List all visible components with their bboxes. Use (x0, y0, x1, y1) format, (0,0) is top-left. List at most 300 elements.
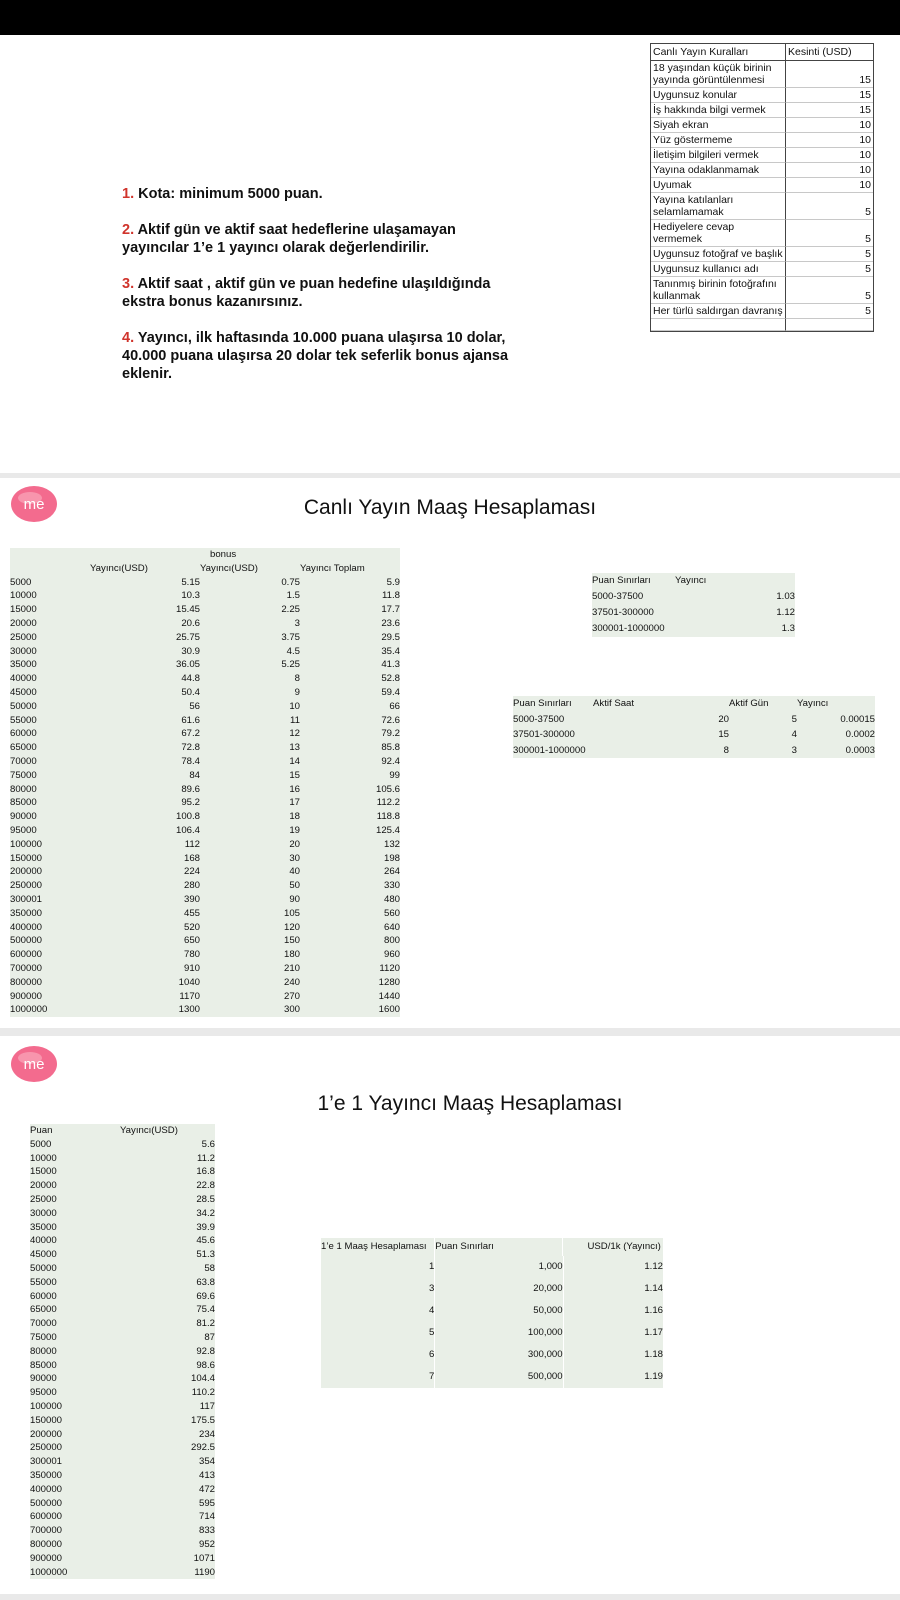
table-cell: 89.6 (181, 783, 200, 795)
table-header-row (651, 44, 873, 61)
table-cell: 120 (283, 921, 300, 933)
table-row (513, 743, 875, 759)
table-cell: 0.75 (281, 576, 300, 588)
section-title: Canlı Yayın Maaş Hesaplaması (303, 496, 597, 519)
table-cell: 85000 (10, 797, 37, 809)
table-row (10, 907, 400, 921)
deduction-cell: 5 (786, 277, 873, 304)
table-cell: 1190 (194, 1566, 215, 1578)
table-cell: 300 (283, 1004, 300, 1016)
table-cell: 15000 (10, 604, 37, 616)
table-cell: 3.75 (281, 631, 300, 643)
table-row (30, 1262, 215, 1276)
table-cell: 55000 (30, 1276, 57, 1288)
table-cell: 61.6 (181, 714, 200, 726)
deduction-cell: 5 (786, 193, 873, 220)
table-row (10, 976, 400, 990)
table-cell: 72.8 (181, 742, 200, 754)
table-cell: 175.5 (190, 1414, 215, 1426)
header-cell (10, 548, 90, 562)
table-cell: 910 (183, 962, 200, 974)
table-row (30, 1566, 215, 1580)
table-row (651, 247, 873, 262)
table-cell: 66 (389, 700, 400, 712)
table-cell: 30.9 (181, 645, 200, 657)
table-cell: 1.19 (644, 1371, 663, 1382)
table-cell: 0.00015 (840, 713, 875, 725)
table-cell: 833 (198, 1525, 215, 1537)
rule-item (122, 221, 522, 257)
table-row (10, 921, 400, 935)
table-cell: 95000 (10, 824, 37, 836)
rules-panel (0, 35, 900, 473)
table-cell: 15 (718, 729, 729, 740)
table-cell: 58 (204, 1262, 215, 1274)
table-cell: 60000 (10, 728, 37, 740)
table-cell: 4 (791, 729, 797, 740)
table-cell: 12 (289, 728, 300, 740)
table-cell: 300001-1000000 (513, 744, 586, 756)
table-cell: 65000 (10, 742, 37, 754)
section-title: 1’e 1 Yayıncı Maaş Hesaplaması (317, 1092, 623, 1115)
table-cell: 51.3 (196, 1249, 215, 1261)
table-row (30, 1138, 215, 1152)
table-cell: 390 (183, 893, 200, 905)
table-cell: 1170 (179, 990, 200, 1002)
table-cell: 11 (290, 714, 300, 726)
rules-list (122, 185, 522, 401)
table-cell: 50000 (10, 700, 37, 712)
table-cell: 110.2 (191, 1387, 215, 1399)
table-cell: 117 (199, 1400, 215, 1412)
active-bonus-table (513, 696, 875, 758)
deductions-table (650, 43, 874, 332)
table-cell: 45000 (30, 1249, 57, 1261)
table-cell: 1.17 (644, 1327, 663, 1338)
table-row (30, 1248, 215, 1262)
table-header-row (10, 562, 400, 576)
table-row (651, 103, 873, 118)
table-cell: 118.8 (376, 811, 400, 823)
table-cell: 330 (383, 880, 400, 892)
table-cell: 3 (321, 1278, 435, 1300)
table-row (651, 220, 873, 247)
table-row (30, 1386, 215, 1400)
table-row (10, 865, 400, 879)
table-cell: 55000 (10, 714, 37, 726)
table-cell: 5.9 (386, 576, 400, 588)
table-cell: 35000 (30, 1221, 57, 1233)
table-row (651, 319, 873, 331)
table-row (30, 1497, 215, 1511)
table-row (651, 193, 873, 220)
table-cell: 112.2 (376, 797, 400, 809)
rule-number: 2. (122, 222, 135, 238)
table-cell: 14 (289, 755, 300, 767)
deduction-cell (786, 319, 873, 331)
table-cell: 472 (198, 1483, 215, 1495)
table-row (10, 589, 400, 603)
table-row (10, 990, 400, 1004)
table-cell: 1 (321, 1256, 435, 1278)
table-cell: 67.2 (181, 728, 200, 740)
table-row (30, 1165, 215, 1179)
svg-text:me: me (23, 1056, 45, 1073)
rule-cell: İş hakkında bilgi vermek (651, 103, 786, 118)
table-cell: 250000 (30, 1442, 63, 1454)
table-cell: 280 (183, 880, 200, 892)
table-cell: 78.4 (181, 755, 200, 767)
table-cell: 80000 (10, 783, 37, 795)
table-row (513, 712, 875, 728)
table-cell: 75.4 (196, 1304, 215, 1316)
table-row (321, 1278, 663, 1300)
rule-text: Kota: minimum 5000 puan. (134, 186, 323, 202)
table-cell: 150 (283, 935, 300, 947)
table-cell: 90 (289, 893, 300, 905)
table-cell: 700000 (30, 1525, 63, 1537)
table-row (321, 1366, 663, 1388)
table-cell: 1000000 (10, 1004, 48, 1016)
table-cell: 600000 (30, 1511, 63, 1523)
table-row (651, 262, 873, 277)
table-cell: 25.75 (175, 631, 200, 643)
table-cell: 800 (383, 935, 400, 947)
level-table (321, 1238, 663, 1388)
salary-panel (0, 478, 900, 1028)
deduction-cell: 15 (786, 61, 873, 88)
table-row (651, 133, 873, 148)
table-row (10, 645, 400, 659)
table-cell: 6 (321, 1344, 435, 1366)
table-row (651, 277, 873, 304)
table-header-row (321, 1238, 663, 1256)
table-cell: 168 (183, 852, 200, 864)
table-cell: 23.6 (381, 617, 400, 629)
table-cell: 5.25 (281, 659, 300, 671)
table-cell: 560 (383, 907, 400, 919)
rule-cell: Hediyelere cevap vermemek (651, 220, 786, 247)
table-cell: 900000 (30, 1552, 63, 1564)
table-row (30, 1372, 215, 1386)
table-cell: 8 (294, 673, 300, 685)
table-cell: 15 (289, 769, 300, 781)
deduction-cell: 10 (786, 118, 873, 133)
column-header: Kesinti (USD) (786, 44, 873, 61)
rule-text: Aktif gün ve aktif saat hedeflerine ulaşamayan yayıncılar 1’e 1 yayıncı olarak değerlendirilir. (122, 222, 456, 256)
rule-cell: Uygunsuz konular (651, 88, 786, 103)
table-cell: 41.3 (381, 659, 400, 671)
table-row (30, 1483, 215, 1497)
table-row (10, 755, 400, 769)
table-cell: 224 (183, 866, 200, 878)
table-cell: 106.4 (175, 824, 200, 836)
table-cell: 19 (289, 824, 300, 836)
table-cell: 22.8 (196, 1180, 215, 1192)
table-cell: 350000 (10, 907, 43, 919)
table-cell: 455 (183, 907, 200, 919)
table-cell: 650 (183, 935, 200, 947)
column-header: Yayıncı Toplam (300, 562, 365, 574)
table-row (651, 88, 873, 103)
table-cell: 1280 (378, 976, 400, 988)
table-row (10, 576, 400, 590)
table-cell: 104.4 (190, 1373, 215, 1385)
table-row (651, 61, 873, 88)
table-row (10, 631, 400, 645)
table-row (10, 714, 400, 728)
table-cell: 17 (289, 797, 300, 809)
table-cell: 714 (198, 1511, 215, 1523)
table-row (30, 1428, 215, 1442)
table-cell: 480 (383, 893, 400, 905)
svg-text:me: me (23, 496, 45, 513)
table-cell: 99 (389, 769, 400, 781)
column-header: Yayıncı(USD) (90, 562, 148, 574)
rule-item (122, 275, 522, 311)
table-cell: 1.18 (644, 1349, 663, 1360)
table-cell: 700000 (10, 962, 43, 974)
table-cell: 72.6 (381, 714, 400, 726)
table-cell: 1120 (379, 962, 400, 974)
table-row (10, 824, 400, 838)
table-cell: 800000 (10, 976, 43, 988)
deduction-cell: 15 (786, 88, 873, 103)
table-cell: 150000 (30, 1414, 63, 1426)
one-to-one-panel (0, 1036, 900, 1594)
table-row (30, 1331, 215, 1345)
table-cell: 11.2 (197, 1152, 215, 1164)
salary-table (10, 548, 400, 1017)
rule-cell: Uyumak (651, 178, 786, 193)
table-cell: 354 (198, 1456, 215, 1468)
table-row (651, 304, 873, 319)
table-row (321, 1300, 663, 1322)
table-row (30, 1441, 215, 1455)
table-cell: 132 (383, 838, 400, 850)
table-row (10, 672, 400, 686)
table-cell: 85.8 (381, 742, 400, 754)
table-row (651, 148, 873, 163)
table-cell: 5000 (10, 576, 32, 588)
rule-text: Yayıncı, ilk haftasında 10.000 puana ulaşırsa 10 dolar, 40.000 puana ulaşırsa 20 dolar tek seferlik bonus ajansa eklenir. (122, 330, 509, 382)
table-cell: 1.14 (644, 1283, 663, 1294)
table-cell: 28.5 (196, 1193, 215, 1205)
me-logo (10, 1044, 58, 1084)
table-row (30, 1345, 215, 1359)
table-cell: 400000 (30, 1483, 63, 1495)
table-cell: 3 (791, 744, 797, 756)
table-cell: 36.05 (175, 659, 200, 671)
table-row (30, 1317, 215, 1331)
top-black-bar (0, 0, 900, 35)
table-cell: 270 (283, 990, 300, 1002)
table-cell: 1600 (378, 1004, 400, 1016)
table-cell: 40 (289, 866, 300, 878)
table-cell: 50 (289, 880, 300, 892)
table-row (10, 962, 400, 976)
table-row (10, 948, 400, 962)
table-cell: 350000 (30, 1469, 63, 1481)
table-cell: 17.7 (381, 604, 400, 616)
table-cell: 595 (198, 1497, 215, 1509)
table-cell: 300001-1000000 (592, 623, 665, 634)
range-table (592, 573, 795, 637)
table-cell: 1.03 (776, 591, 795, 602)
table-cell: 600000 (10, 949, 43, 961)
table-cell: 35000 (10, 659, 37, 671)
table-cell: 200000 (30, 1428, 63, 1440)
table-row (30, 1510, 215, 1524)
table-cell: 180 (283, 949, 300, 961)
table-cell: 59.4 (381, 686, 400, 698)
rule-cell: Her türlü saldırgan davranış (651, 304, 786, 319)
table-cell: 900000 (10, 990, 43, 1002)
table-row (30, 1179, 215, 1193)
table-cell: 11.8 (382, 590, 400, 602)
table-cell: 20000 (30, 1180, 57, 1192)
rule-cell: Uygunsuz kullanıcı adı (651, 262, 786, 277)
table-cell: 15.45 (175, 604, 200, 616)
table-cell: 1,000 (435, 1256, 563, 1278)
table-cell: 2.25 (281, 604, 300, 616)
table-cell: 1.5 (286, 590, 300, 602)
table-cell: 70000 (30, 1318, 57, 1330)
table-row (651, 163, 873, 178)
table-cell: 85000 (30, 1359, 57, 1371)
column-header: Puan Sınırları (592, 575, 651, 586)
table-row (30, 1276, 215, 1290)
deduction-cell: 10 (786, 133, 873, 148)
table-cell: 16 (289, 783, 300, 795)
table-cell: 112 (184, 838, 200, 850)
table-cell: 30 (289, 852, 300, 864)
table-cell: 500000 (30, 1497, 63, 1509)
table-cell: 1.3 (781, 623, 795, 634)
table-cell: 300001 (10, 893, 43, 905)
table-cell: 5.15 (181, 576, 200, 588)
table-row (30, 1455, 215, 1469)
table-cell: 7 (321, 1366, 435, 1388)
table-cell: 45000 (10, 686, 37, 698)
rule-cell (651, 319, 786, 331)
table-cell: 70000 (10, 755, 37, 767)
table-row (10, 617, 400, 631)
table-row (10, 727, 400, 741)
table-cell: 39.9 (196, 1221, 215, 1233)
table-cell: 0.0003 (845, 744, 875, 756)
table-row (30, 1152, 215, 1166)
table-cell: 18 (289, 811, 300, 823)
table-cell: 65000 (30, 1304, 57, 1316)
table-cell: 1000000 (30, 1566, 68, 1578)
table-cell: 300,000 (435, 1344, 563, 1366)
rule-cell: Yüz göstermeme (651, 133, 786, 148)
rule-cell: Uygunsuz fotoğraf ve başlık (651, 247, 786, 262)
column-header: Yayıncı(USD) (200, 562, 258, 574)
table-cell: 5000 (30, 1138, 52, 1150)
table-row (30, 1207, 215, 1221)
table-row (10, 1003, 400, 1017)
table-row (10, 934, 400, 948)
table-cell: 50000 (30, 1262, 57, 1274)
table-row (592, 605, 795, 621)
table-cell: 5000-37500 (592, 591, 644, 602)
deduction-cell: 10 (786, 163, 873, 178)
table-cell: 90000 (30, 1373, 57, 1385)
table-cell: 100000 (30, 1400, 63, 1412)
one-to-one-table (30, 1124, 215, 1579)
rule-cell: Yayına katılanları selamlamamak (651, 193, 786, 220)
rule-cell: 18 yaşından küçük birinin yayında görüntülenmesi (651, 61, 786, 88)
table-cell: 100.8 (175, 811, 200, 823)
table-cell: 60000 (30, 1290, 57, 1302)
table-row (321, 1322, 663, 1344)
deduction-cell: 10 (786, 148, 873, 163)
table-header-row (592, 573, 795, 589)
header-cell (90, 548, 200, 562)
table-row (10, 893, 400, 907)
table-cell: 292.5 (190, 1442, 215, 1454)
table-cell: 500000 (10, 935, 43, 947)
rule-cell: Tanınmış birinin fotoğrafını kullanmak (651, 277, 786, 304)
table-cell: 20 (718, 713, 729, 725)
table-cell: 81.2 (196, 1318, 215, 1330)
deduction-cell: 5 (786, 220, 873, 247)
table-cell: 198 (383, 852, 400, 864)
table-cell: 10000 (30, 1152, 57, 1164)
table-row (10, 879, 400, 893)
deduction-cell: 15 (786, 103, 873, 118)
table-cell: 10 (289, 700, 300, 712)
column-header: Aktif Saat (593, 698, 635, 709)
column-header: Yayıncı (797, 698, 829, 709)
table-row (513, 727, 875, 743)
table-cell: 20000 (10, 617, 37, 629)
table-cell: 5 (321, 1322, 435, 1344)
table-cell: 520 (183, 921, 200, 933)
table-row (30, 1359, 215, 1373)
column-header: Aktif Gün (729, 698, 769, 709)
table-cell: 264 (383, 866, 400, 878)
table-cell: 125.4 (375, 824, 400, 836)
rule-cell: İletişim bilgileri vermek (651, 148, 786, 163)
table-row (30, 1400, 215, 1414)
table-cell: 1.12 (776, 607, 795, 618)
column-header: Puan Sınırları (513, 698, 572, 709)
table-cell: 952 (198, 1538, 215, 1550)
table-cell: 13 (289, 742, 300, 754)
column-header: 1’e 1 Maaş Hesaplaması (321, 1238, 435, 1256)
table-cell: 210 (283, 962, 300, 974)
table-cell: 30000 (10, 645, 37, 657)
table-cell: 800000 (30, 1538, 63, 1550)
table-cell: 5 (791, 713, 797, 725)
deduction-cell: 5 (786, 262, 873, 277)
table-cell: 95.2 (181, 797, 200, 809)
table-row (10, 810, 400, 824)
table-row (10, 796, 400, 810)
rule-number: 3. (122, 276, 135, 292)
table-row (321, 1256, 663, 1278)
table-cell: 960 (383, 949, 400, 961)
table-cell: 10.3 (181, 590, 200, 602)
table-row (10, 686, 400, 700)
table-header-row (30, 1124, 215, 1138)
table-row (30, 1469, 215, 1483)
table-cell: 250000 (10, 880, 43, 892)
table-cell: 150000 (10, 852, 43, 864)
